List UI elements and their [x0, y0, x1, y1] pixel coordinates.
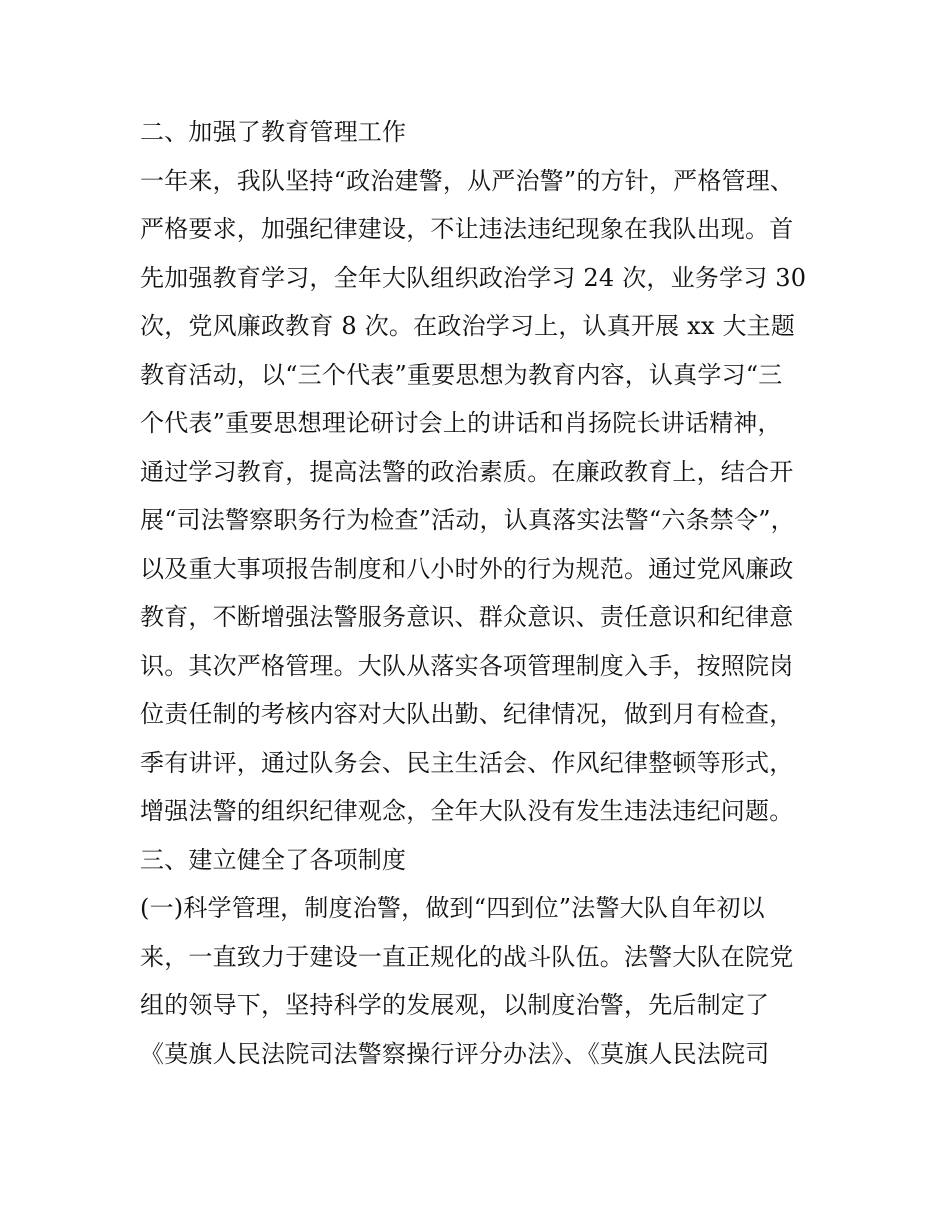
paragraph-line: 个代表”重要思想理论研讨会上的讲话和肖扬院长讲话精神，: [140, 409, 782, 437]
paragraph-line: 季有讲评，通过队务会、民主生活会、作风纪律整顿等形式，: [140, 748, 794, 777]
paragraph-line: 教育活动，以“三个代表”重要思想为教育内容，认真学习“三: [140, 360, 783, 389]
paragraph-line: 以及重大事项报告制度和八小时外的行为规范。通过党风廉政: [140, 554, 794, 583]
paragraph-line: 次，党风廉政教育 8 次。在政治学习上，认真开展 xx 大主题: [140, 312, 796, 340]
paragraph-line: 通过学习教育，提高法警的政治素质。在廉政教育上，结合开: [140, 457, 794, 486]
paragraph-line: 教育，不断增强法警服务意识、群众意识、责任意识和纪律意: [140, 603, 794, 631]
paragraph-line: 先加强教育学习，全年大队组织政治学习 24 次，业务学习 30: [140, 263, 807, 292]
paragraph-line: 组的领导下，坚持科学的发展观，以制度治警，先后制定了: [140, 991, 770, 1019]
paragraph-line: 增强法警的组织纪律观念，全年大队没有发生违法违纪问题。: [140, 797, 794, 825]
paragraph-line: 识。其次严格管理。大队从落实各项管理制度入手，按照院岗: [140, 651, 794, 680]
paragraph-line: (一)科学管理，制度治警，做到“四到位”法警大队自年初以: [140, 894, 765, 922]
section-heading-2: 二、加强了教育管理工作: [140, 118, 407, 146]
document-body: [140, 108, 830, 1078]
paragraph-line: 严格要求，加强纪律建设，不让违法违纪现象在我队出现。首: [140, 215, 794, 243]
paragraph-line: 位责任制的考核内容对大队出勤、纪律情况，做到月有检查，: [140, 700, 794, 728]
paragraph-line: 《莫旗人民法院司法警察操行评分办法》、《莫旗人民法院司: [140, 1039, 770, 1068]
paragraph-line: 展“司法警察职务行为检查”活动，认真落实法警“六条禁令”，: [140, 506, 795, 534]
section-heading-3: 三、建立健全了各项制度: [140, 845, 407, 874]
paragraph-line: 一年来，我队坚持“政治建警，从严治警”的方针，严格管理、: [140, 166, 795, 195]
paragraph-line: 来，一直致力于建设一直正规化的战斗队伍。法警大队在院党: [140, 942, 794, 971]
